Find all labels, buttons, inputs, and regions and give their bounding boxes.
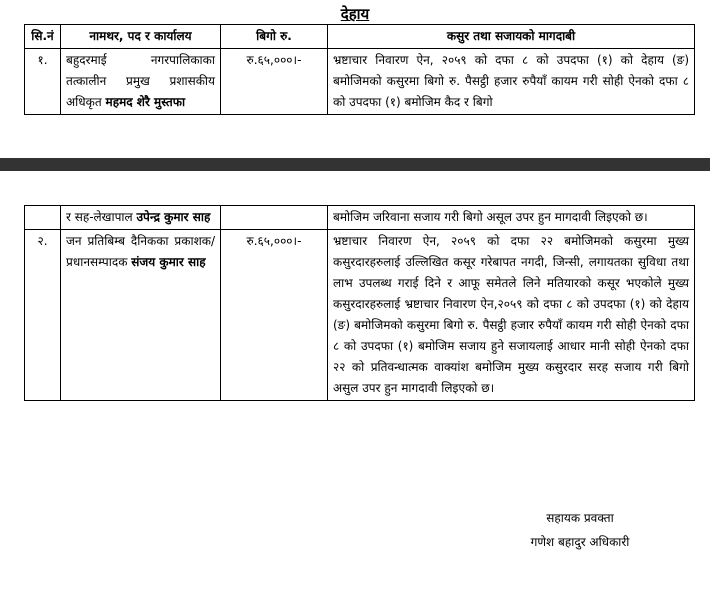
row-claim: भ्रष्टाचार निवारण ऐन, २०५९ को दफा २२ बमोजिमको कसुरमा मुख्य कसुरदारहरुलाई उल्लिखित कसूर गरेबापत नगदी, जिन्सी, लगायतका सुविधा तथा लाभ उपलब्ध गराई दिने र आफू समेतले लिने मतियारको कसूर भएकोले मुख्य कसुरदारहरुलाई भ्रष्टाचार निवारण ऐन,२०५९ को दफा ८ को उपदफा (१) को देहाय (ङ) बमोजिमको कसुरमा बिगो रु. पैसट्ठी हजार रुपैयाँ कायम गरी सोही ऐनको दफा ८ को उपदफा (१) बमोजिम सजाय हुने सजायलाई आधार मानी सोही ऐनको दफा २२ को प्रतिवन्धात्मक वाक्यांश बमोजिम मुख्य कसुरदार सरह सजाय गरी बिगो असुल उपर हुन मागदावी लिइएको छ। [328, 230, 695, 401]
heading-text: देहाय [340, 5, 370, 23]
claims-table-bottom [24, 205, 695, 401]
page-break-band [0, 158, 710, 171]
table-row-continued [25, 206, 695, 230]
signature-name: गणेश बहादुर अधिकारी [530, 535, 630, 549]
signature-block [480, 506, 680, 554]
section-heading [0, 4, 710, 24]
name-text: र सह-लेखापाल [66, 210, 137, 224]
table-row [25, 49, 695, 115]
name-text: बहुदरमाई नगरपालिकाका तत्कालीन प्रमुख प्रशासकीय अधिकृत [66, 53, 215, 109]
row-claim: भ्रष्टाचार निवारण ऐन, २०५९ को दफा ८ को उपदफा (१) को देहाय (ङ) बमोजिमको कसुरमा बिगो रु. पैसट्ठी हजार रुपैयाँ कायम गरी सोही ऐनको दफा ८ को उपदफा (१) बमोजिम कैद र बिगो [328, 49, 695, 115]
row-amount-empty [221, 206, 328, 230]
header-claim: कसुर तथा सजायको मागदाबी [328, 25, 695, 49]
row-amount: रु.६५,०००।- [221, 49, 328, 115]
row-amount: रु.६५,०००।- [221, 230, 328, 401]
row-claim: बमोजिम जरिवाना सजाय गरी बिगो असूल उपर हुन मागदावी लिइएको छ। [328, 206, 695, 230]
claims-table-top [24, 24, 695, 115]
name-bold: महमद शेरै मुस्तफा [105, 95, 186, 109]
table-row [25, 230, 695, 401]
header-amount: बिगो रु. [221, 25, 328, 49]
row-name [61, 206, 221, 230]
table-header-row [25, 25, 695, 49]
row-sn: १. [25, 49, 61, 115]
row-name [61, 230, 221, 401]
row-sn-empty [25, 206, 61, 230]
name-bold: उपेन्द्र कुमार साह [136, 210, 211, 224]
signature-title: सहायक प्रवक्ता [546, 511, 614, 525]
name-text: जन प्रतिबिम्ब दैनिकका प्रकाशक/प्रधानसम्पादक [66, 234, 215, 269]
row-sn: २. [25, 230, 61, 401]
name-bold: संजय कुमार साह [131, 255, 206, 269]
row-name [61, 49, 221, 115]
header-sn: सि.नं [25, 25, 61, 49]
header-name: नामथर, पद र कार्यालय [61, 25, 221, 49]
